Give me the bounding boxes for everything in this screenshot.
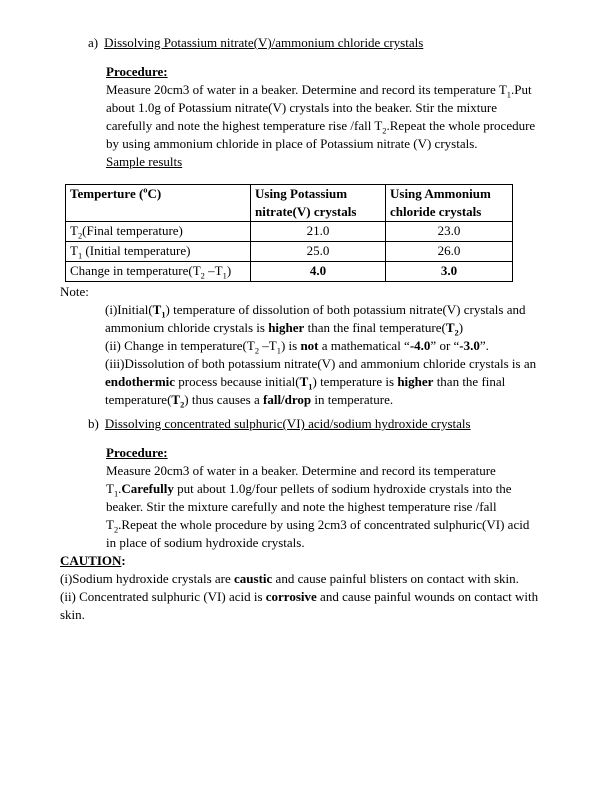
col-header-temperature: Temperture ($^o$C): [66, 185, 251, 222]
row-label-change-temperature: Change in $temperature(T_2$ $-T_1$): [66, 262, 251, 282]
table-row-initial-temperature: [66, 242, 513, 262]
caution-item-2: (ii) Concentrated sulphuric (VI) acid is corrosive and cause painful wounds on contact with skin.: [60, 589, 539, 622]
cell-initial-ammonium: 26.0: [386, 242, 513, 262]
procedure-title-a: Procedure:: [106, 64, 168, 79]
section-b-list-label: b): [88, 416, 99, 431]
section-a-title: Dissolving Potassium nitrate(V)/ammonium chloride crystals: [104, 35, 424, 50]
sample-results-label: Sample results: [106, 154, 183, 169]
results-table: [65, 184, 513, 282]
procedure-title-b: Procedure:: [106, 445, 168, 460]
section-a-heading: [88, 34, 540, 52]
note-item-1: $(i)Initial(T_1)$ temperature of dissolution of both potassium nitrate(V) crystals and ammonium chloride crystals is higher than the final $temperature(T_2)$: [105, 302, 526, 338]
col-header-ammonium-chloride: Using Ammonium chloride crystals: [386, 185, 513, 222]
caution-item-1: (i)Sodium hydroxide crystals are caustic and cause painful blisters on contact with skin.: [60, 571, 519, 586]
section-a-list-label: a): [88, 35, 99, 50]
note-item-3: (iii)Dissolution of both potassium nitrate(V) and ammonium chloride crystals is an endothermic process because $initial(T_1)$ temperature is higher than the final $temperature(T_2)$ thus causes a fall/drop in temperature.: [105, 356, 537, 410]
cell-initial-potassium: 25.0: [251, 242, 386, 262]
row-label-final-temperature: $T_2(Final$ temperature): [66, 222, 251, 242]
table-row-final-temperature: [66, 222, 513, 242]
section-b-heading: [88, 415, 540, 433]
section-b-title: Dissolving concentrated sulphuric(VI) acid/sodium hydroxide crystals: [104, 416, 471, 431]
cell-final-ammonium: 23.0: [386, 222, 513, 242]
caution-title: CAUTION:: [60, 553, 126, 568]
caution-colon: :: [121, 553, 126, 568]
note-title: Note:: [60, 284, 89, 299]
procedure-text-b: Measure 20cm3 of water in a beaker. Determine and record its temperature $T_1.Carefully$ put about 1.0g/four pellets of sodium hydroxide crystals into the beaker. Stir the mixture carefully and note the highest temperature rise /fall $T_2.Repeat$ the whole procedure by using 2cm3 of concentrated sulphuric(VI) acid in place of sodium hydroxide crystals.: [106, 463, 530, 550]
cell-change-potassium: 4.0: [251, 262, 386, 282]
col-header-potassium-nitrate: Using Potassium nitrate(V) crystals: [251, 185, 386, 222]
row-label-initial-temperature: $T_1$ (Initial temperature): [66, 242, 251, 262]
table-row-change-temperature: [66, 262, 513, 282]
procedure-text-a: Measure 20cm3 of water in a beaker. Determine and record its temperature $T_1.Put$ about 1.0g of Potassium nitrate(V) crystals into the beaker. Stir the mixture carefully and note the highest temperature rise /fall $T_2.Repeat$ the whole procedure by using ammonium chloride in place of Potassium nitrate (V) crystals.: [106, 82, 536, 151]
note-item-2: (ii) Change in $temperature(T_2$ $-T_1$) is not a mathematical “-4.0” or “-3.0”.: [105, 338, 489, 356]
table-header-row: [66, 185, 513, 222]
cell-final-potassium: 21.0: [251, 222, 386, 242]
cell-change-ammonium: 3.0: [386, 262, 513, 282]
